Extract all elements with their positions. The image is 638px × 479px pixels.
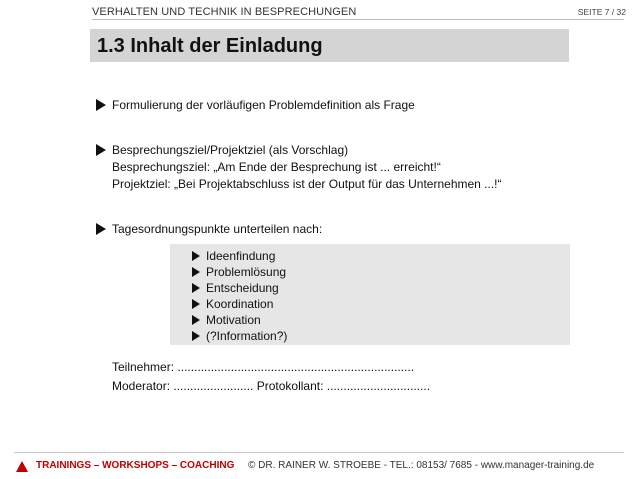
slide-title-bar — [90, 29, 569, 62]
agenda-box: Ideenfindung Problemlösung Entscheidung Koordination Motivation (?Information?) — [170, 244, 570, 345]
bullet-arrow-icon — [192, 315, 200, 325]
participants-line: Teilnehmer: ....................................................................... — [112, 360, 415, 374]
footer-copyright: © DR. RAINER W. STROEBE - TEL.: 08153/ 7685 - www.manager-training.de — [248, 460, 595, 471]
bullet-arrow-icon — [96, 144, 106, 156]
bullet-arrow-icon — [192, 331, 200, 341]
sub-meeting-goal: Besprechungsziel: „Am Ende der Besprechung ist ... erreicht!“ — [112, 160, 441, 174]
bullet-text: Tagesordnungspunkte unterteilen nach: — [112, 222, 323, 236]
bullet-arrow-icon — [192, 283, 200, 293]
bullet-text: Formulierung der vorläufigen Problemdefinition als Frage — [112, 98, 415, 112]
header-divider — [92, 19, 624, 20]
page-footer — [14, 459, 624, 475]
bullet-arrow-icon — [192, 251, 200, 261]
bullet-arrow-icon — [96, 99, 106, 111]
bullet-arrow-icon — [192, 267, 200, 277]
footer-divider — [14, 452, 624, 453]
header-title: VERHALTEN UND TECHNIK IN BESPRECHUNGEN — [92, 6, 357, 18]
bullet-text: Besprechungsziel/Projektziel (als Vorschlag) — [112, 143, 349, 157]
page-number: SEITE 7 / 32 — [577, 7, 626, 17]
slide-title: 1.3 Inhalt der Einladung — [97, 35, 323, 57]
page-header — [0, 4, 638, 20]
roles-line: Moderator: ........................ Protokollant: ............................... — [112, 379, 431, 393]
bullet-arrow-icon — [96, 223, 106, 235]
bullet-arrow-icon — [192, 299, 200, 309]
red-triangle-icon — [16, 461, 28, 472]
footer-brand: TRAININGS – WORKSHOPS – COACHING — [36, 460, 235, 471]
sub-project-goal: Projektziel: „Bei Projektabschluss ist der Output für das Unternehmen ...!“ — [112, 177, 502, 191]
